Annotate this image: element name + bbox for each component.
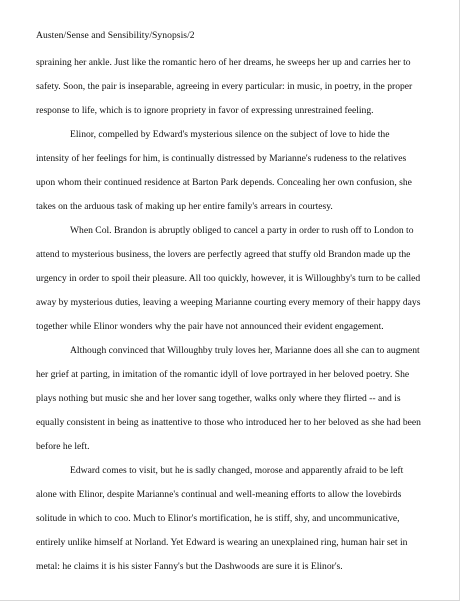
- paragraph-5: Edward comes to visit, but he is sadly changed, morose and apparently afraid to be left alone with Elinor, despite Marianne's continual and well-meaning efforts to allow the lovebirds solitude in which to coo. Much to Elinor's mortification, he is stiff, shy, and uncommunicative, entirely unlike himself at Norland. Yet Edward is wearing an unexplained ring, human hair set in metal: he claims it is his sister Fanny's but the Dashwoods are sure it is Elinor's.: [36, 465, 408, 572]
- paragraph-2: Elinor, compelled by Edward's mysterious silence on the subject of love to hide the intensity of her feelings for him, is continually distressed by Marianne's rudeness to the relatives upon whom their continued residence at Barton Park depends. Concealing her own confusion, she takes on the arduous task of making up her entire family's arrears in courtesy.: [36, 129, 412, 212]
- paragraph-4: Although convinced that Willoughby truly loves her, Marianne does all she can to augment her grief at parting, in imitation of the romantic idyll of love portrayed in her beloved poetry. She plays nothing but music she and her lover sang together, walks only where they flirted -- and is equally consistent in being as inattentive to those who introduced her to her beloved as she had been before he left.: [36, 345, 421, 452]
- document-body: [36, 51, 424, 579]
- page-header: Austen/Sense and Sensibility/Synopsis/2: [36, 30, 195, 41]
- paragraph-3: When Col. Brandon is abruptly obliged to cancel a party in order to rush off to London to attend to mysterious business, the lovers are perfectly agreed that stuffy old Brandon made up the urgency in order to spoil their pleasure. All too quickly, however, it is Willoughby's turn to be called away by mysterious duties, leaving a weeping Marianne courting every memory of their happy days together while Elinor wonders why the pair have not announced their evident engagement.: [36, 225, 421, 332]
- paragraph-1: spraining her ankle. Just like the romantic hero of her dreams, he sweeps her up and carries her to safety. Soon, the pair is inseparable, agreeing in every particular: in music, in poetry, in the proper response to life, which is to ignore propriety in favor of expressing unrestrained feeling.: [36, 57, 413, 116]
